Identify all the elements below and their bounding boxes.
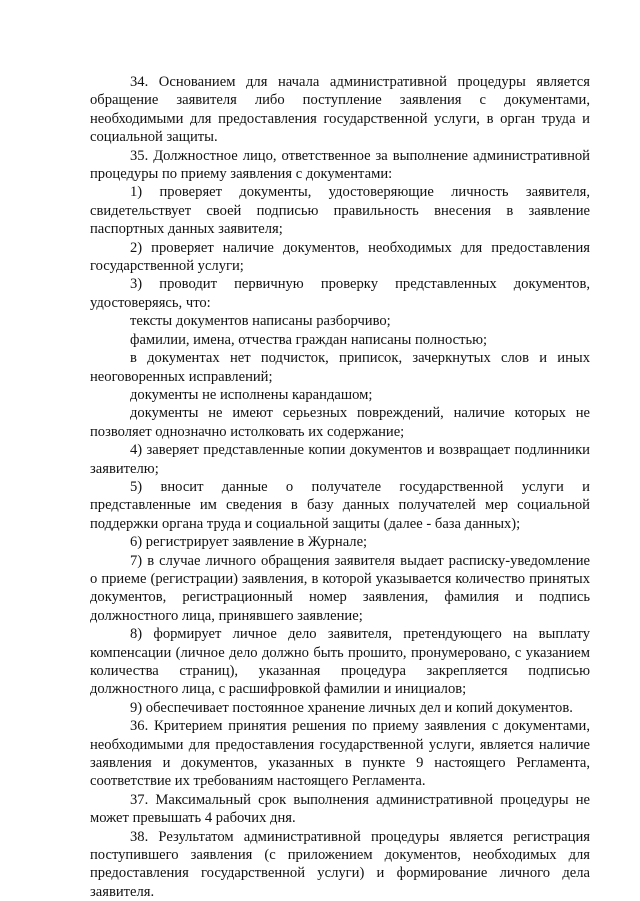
list-item-4: 4) заверяет представленные копии документов и возвращает подлинники заявителю; (90, 442, 590, 477)
paragraph-37: 37. Максимальный срок выполнения административной процедуры не может превышать 4 рабочих дня. (90, 791, 590, 827)
list-item-5: 5) вносит данные о получателе государственной услуги и представленные им сведения в базу данных получателей мер социальной поддержки органа труда и социальной защиты (далее - база данных); (90, 478, 590, 532)
list-item-2: 2) проверяет наличие документов, необходимых для предоставления государственной услуги; (90, 239, 590, 275)
list-item-7: 7) в случае личного обращения заявителя выдает расписку-уведомление о приеме (регистрации) заявления, в которой указывается количество принятых документов, регистрационный номер заявления, фамилия и подпись должностного лица, принявшего заявление; (90, 552, 590, 624)
paragraph-36: 36. Критерием принятия решения по приему заявления с документами, необходимыми для предоставления государственной услуги, является наличие заявления и документов, указанных в пункте 9 настоящего Регламента, соответствие их требованиям настоящего Регламента. (90, 718, 590, 790)
list-item-9: 9) обеспечивает постоянное хранение личных дел и копий документов. (130, 699, 573, 716)
list-item-8: 8) формирует личное дело заявителя, претендующего на выплату компенсации (личное дело должно быть прошито, пронумеровано, с указанием количества страниц), указанная процедура закрепляется подписью должностного лица, с расшифровкой фамилии и инициалов; (90, 626, 590, 698)
document-body (90, 73, 590, 901)
list-item-1: 1) проверяет документы, удостоверяющие личность заявителя, свидетельствует своей подписью правильность внесения в заявление паспортных данных заявителя; (90, 184, 590, 238)
sub-item-legible: тексты документов написаны разборчиво; (130, 313, 391, 330)
sub-item-full-names: фамилии, имена, отчества граждан написаны полностью; (130, 331, 488, 348)
sub-item-no-pencil: документы не исполнены карандашом; (130, 386, 373, 403)
paragraph-35: 35. Должностное лицо, ответственное за выполнение административной процедуры по приему заявления с документами: (90, 147, 590, 183)
sub-item-no-damage: документы не имеют серьезных повреждений, наличие которых не позволяет однозначно истолковать их содержание; (90, 405, 590, 440)
sub-item-no-erasures: в документах нет подчисток, приписок, зачеркнутых слов и иных неоговоренных исправлений; (90, 350, 590, 385)
list-item-6: 6) регистрирует заявление в Журнале; (130, 534, 368, 551)
list-item-3: 3) проводит первичную проверку представленных документов, удостоверяясь, что: (90, 276, 590, 311)
paragraph-34: 34. Основанием для начала административной процедуры является обращение заявителя либо поступление заявления с документами, необходимыми для предоставления государственной услуги, в орган труда и социальной защиты. (90, 74, 590, 146)
paragraph-38: 38. Результатом административной процедуры является регистрация поступившего заявления (с приложением документов, необходимых для предоставления государственной услуги) и формирование личного дела заявителя. (90, 828, 590, 900)
